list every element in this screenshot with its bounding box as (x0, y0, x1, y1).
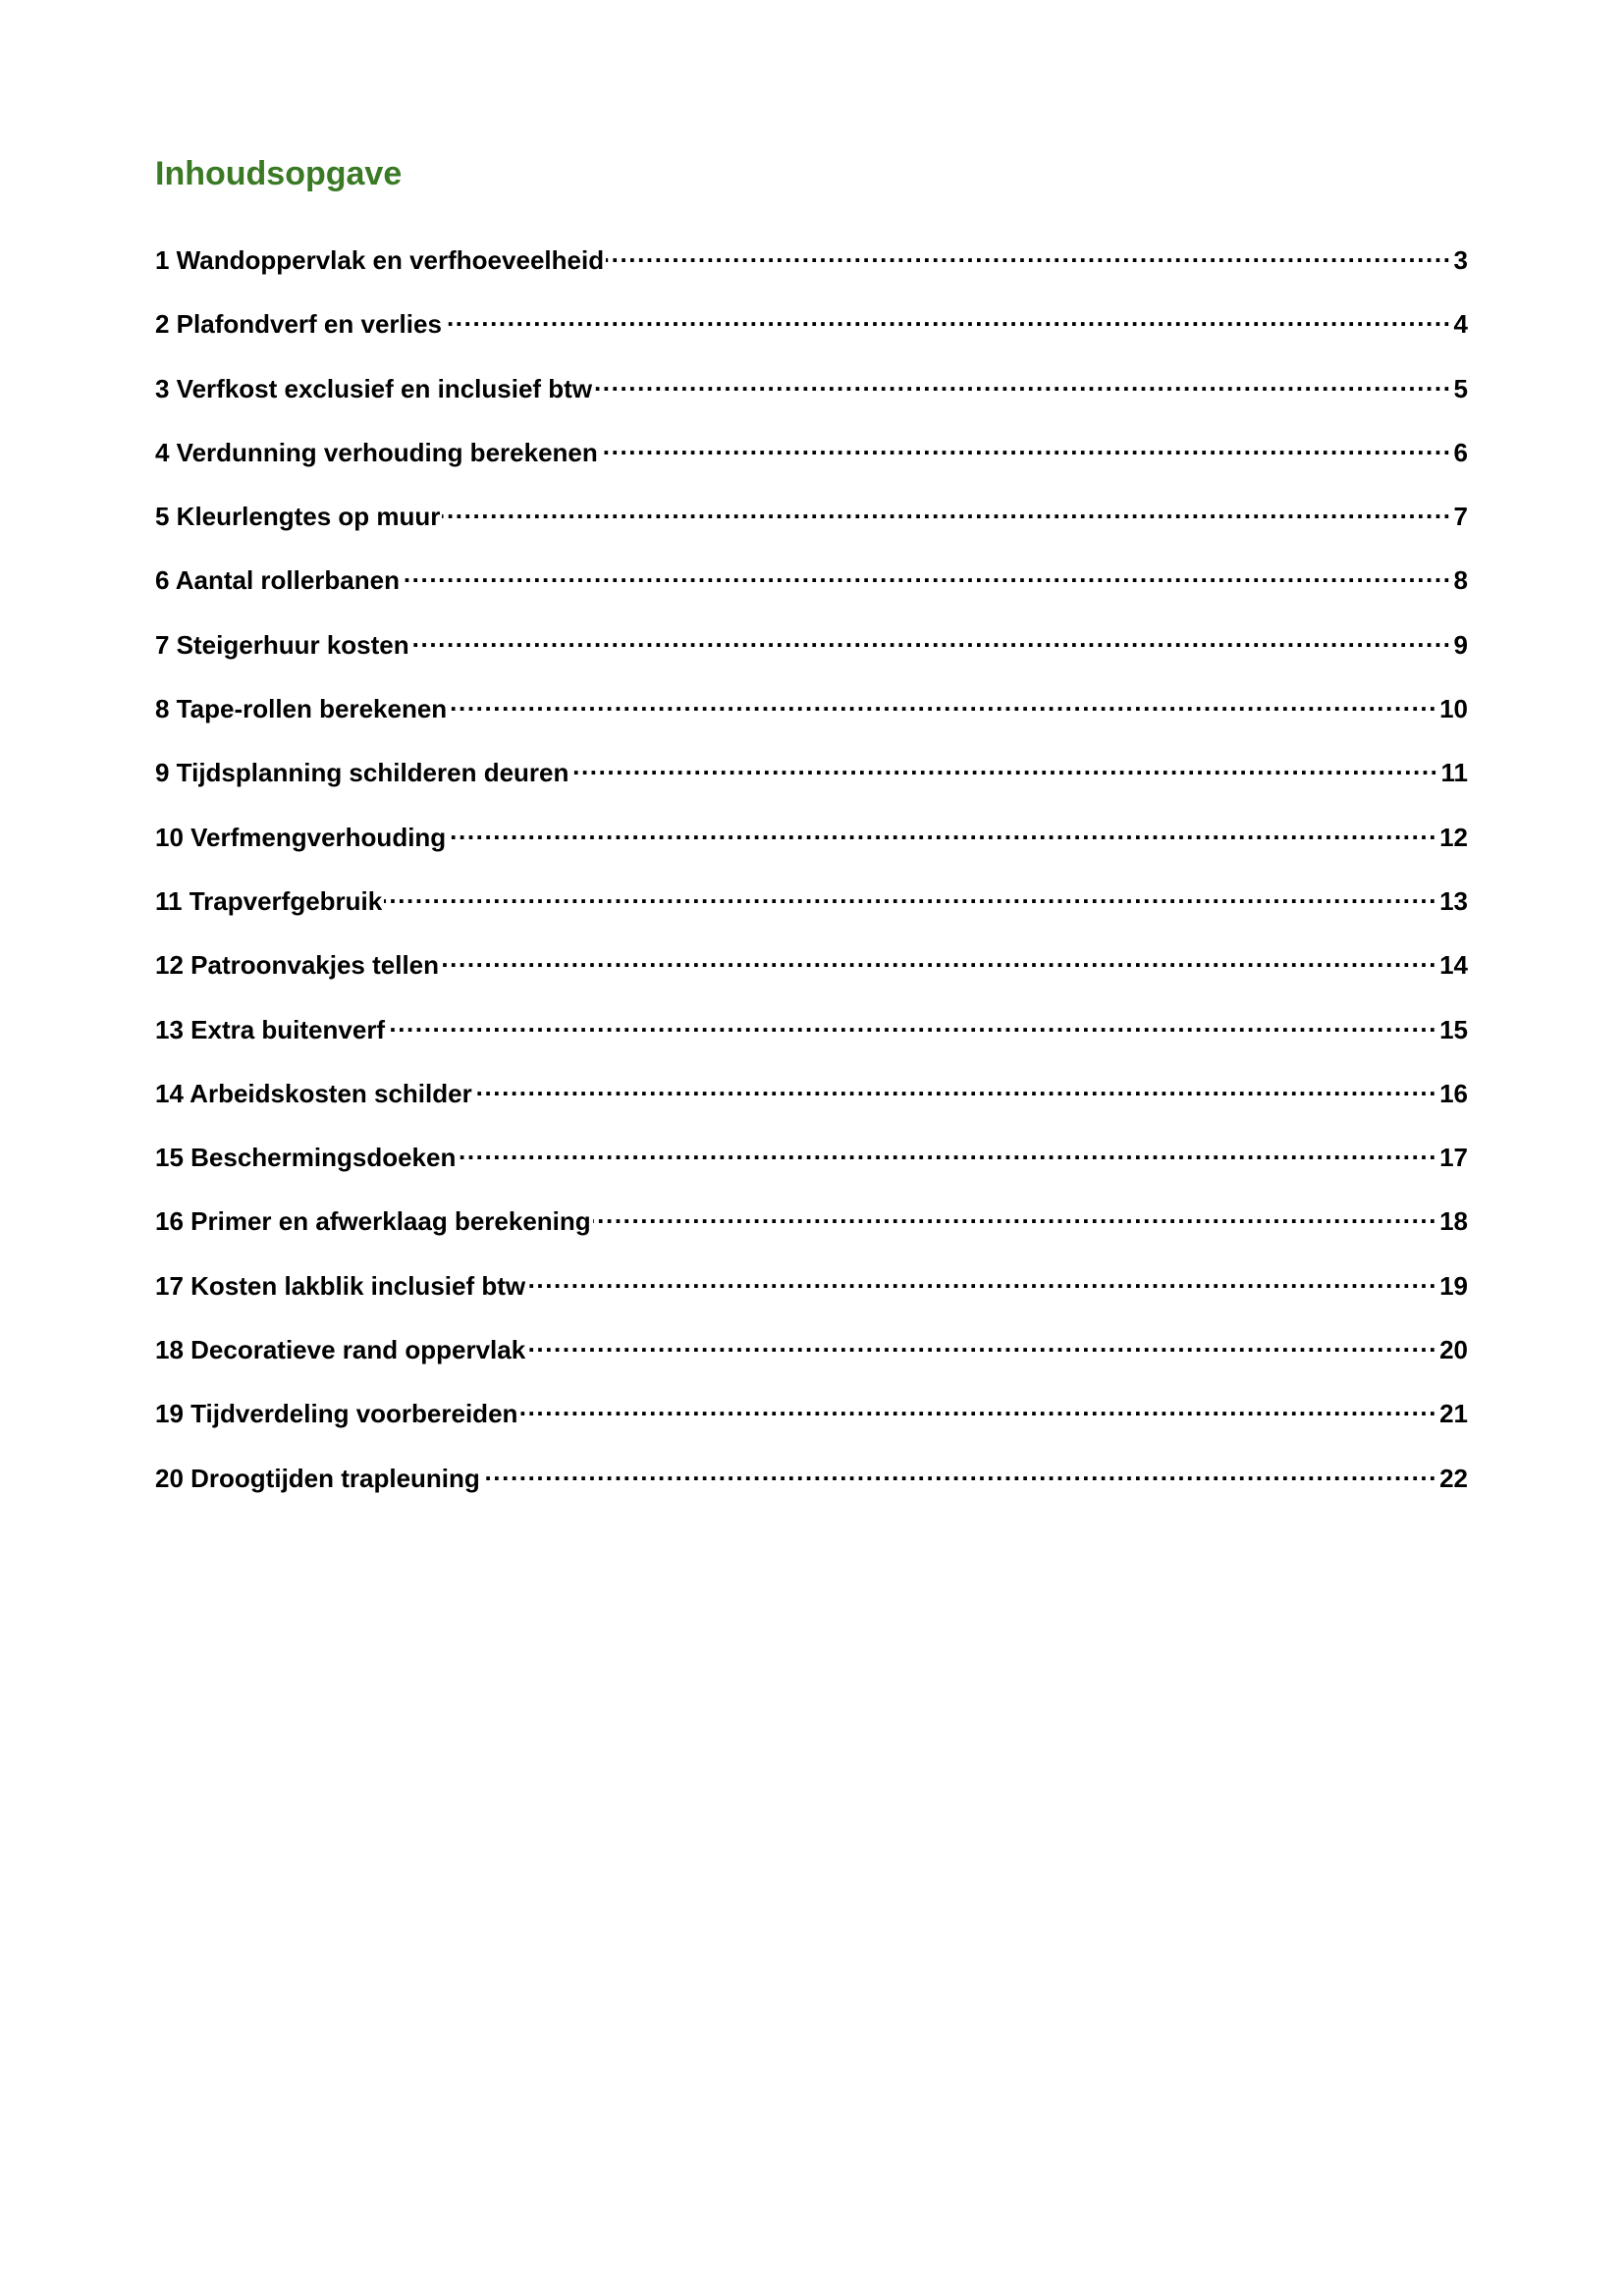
toc-entry-page[interactable]: 22 (1439, 1463, 1468, 1493)
toc-entry-label[interactable]: 10 Verfmengverhouding (155, 822, 447, 852)
table-of-contents (155, 238, 1468, 1520)
toc-entry-page[interactable]: 5 (1453, 373, 1468, 403)
toc-entry[interactable] (155, 366, 1468, 430)
toc-entry-label[interactable]: 19 Tijdverdeling voorbereiden (155, 1399, 518, 1429)
dot-leader (600, 430, 1452, 461)
dot-leader (387, 1007, 1437, 1039)
dot-leader (458, 1135, 1437, 1166)
toc-entry-page[interactable]: 18 (1439, 1206, 1468, 1237)
toc-entry[interactable] (155, 1391, 1468, 1455)
toc-entry[interactable] (155, 1135, 1468, 1199)
toc-entry-label[interactable]: 16 Primer en afwerklaag berekening (155, 1206, 591, 1237)
toc-entry[interactable] (155, 815, 1468, 879)
toc-entry[interactable] (155, 1007, 1468, 1071)
dot-leader (441, 942, 1437, 974)
toc-entry-label[interactable]: 17 Kosten lakblik inclusief btw (155, 1270, 526, 1301)
toc-entry-label[interactable]: 4 Verdunning verhouding berekenen (155, 437, 598, 467)
dot-leader (606, 238, 1451, 269)
dot-leader (593, 1199, 1437, 1230)
toc-entry-label[interactable]: 15 Beschermingsdoeken (155, 1143, 457, 1173)
dot-leader (474, 1071, 1437, 1102)
toc-entry-page[interactable]: 8 (1453, 565, 1468, 596)
toc-entry[interactable] (155, 238, 1468, 301)
toc-entry-page[interactable]: 17 (1439, 1143, 1468, 1173)
toc-entry-page[interactable]: 20 (1439, 1335, 1468, 1365)
toc-entry[interactable] (155, 1199, 1468, 1262)
toc-entry-page[interactable]: 9 (1453, 629, 1468, 660)
dot-leader (384, 879, 1437, 910)
toc-entry-page[interactable]: 13 (1439, 885, 1468, 916)
toc-entry-label[interactable]: 1 Wandoppervlak en verfhoeveelheid (155, 245, 605, 275)
toc-entry-page[interactable]: 6 (1453, 437, 1468, 467)
toc-entry[interactable] (155, 558, 1468, 621)
toc-entry-page[interactable]: 16 (1439, 1078, 1468, 1108)
dot-leader (444, 301, 1452, 333)
toc-entry-page[interactable]: 15 (1439, 1014, 1468, 1044)
toc-entry-label[interactable]: 20 Droogtijden trapleuning (155, 1463, 480, 1493)
toc-entry-label[interactable]: 8 Tape-rollen berekenen (155, 694, 448, 724)
dot-leader (411, 622, 1452, 654)
toc-entry-label[interactable]: 14 Arbeidskosten schilder (155, 1078, 472, 1108)
toc-entry-label[interactable]: 3 Verfkost exclusief en inclusief btw (155, 373, 593, 403)
toc-entry-page[interactable]: 4 (1453, 309, 1468, 340)
dot-leader (570, 750, 1438, 781)
toc-title: Inhoudsopgave (155, 155, 403, 192)
toc-entry[interactable] (155, 686, 1468, 750)
toc-entry-page[interactable]: 3 (1453, 245, 1468, 275)
toc-entry[interactable] (155, 494, 1468, 558)
toc-entry[interactable] (155, 1456, 1468, 1520)
dot-leader (448, 815, 1437, 846)
toc-entry-page[interactable]: 19 (1439, 1270, 1468, 1301)
toc-entry-page[interactable]: 11 (1440, 758, 1468, 788)
toc-entry[interactable] (155, 430, 1468, 494)
toc-entry-label[interactable]: 18 Decoratieve rand oppervlak (155, 1335, 526, 1365)
dot-leader (402, 558, 1452, 589)
toc-entry[interactable] (155, 622, 1468, 686)
toc-entry-label[interactable]: 13 Extra buitenverf (155, 1014, 386, 1044)
toc-entry[interactable] (155, 942, 1468, 1006)
dot-leader (594, 366, 1451, 398)
toc-entry-page[interactable]: 21 (1439, 1399, 1468, 1429)
toc-entry[interactable] (155, 879, 1468, 942)
dot-leader (527, 1327, 1437, 1359)
toc-entry[interactable] (155, 301, 1468, 365)
toc-entry-label[interactable]: 7 Steigerhuur kosten (155, 629, 409, 660)
toc-entry-page[interactable]: 10 (1439, 694, 1468, 724)
dot-leader (519, 1391, 1437, 1422)
toc-entry-page[interactable]: 14 (1439, 950, 1468, 981)
toc-entry-label[interactable]: 12 Patroonvakjes tellen (155, 950, 440, 981)
toc-entry-page[interactable]: 12 (1439, 822, 1468, 852)
dot-leader (449, 686, 1437, 718)
toc-entry-label[interactable]: 6 Aantal rollerbanen (155, 565, 400, 596)
toc-entry[interactable] (155, 1263, 1468, 1327)
toc-entry-label[interactable]: 2 Plafondverf en verlies (155, 309, 442, 340)
toc-entry-label[interactable]: 9 Tijdsplanning schilderen deuren (155, 758, 569, 788)
dot-leader (442, 494, 1451, 525)
toc-entry-label[interactable]: 11 Trapverfgebruik (155, 885, 383, 916)
toc-entry-page[interactable]: 7 (1453, 502, 1468, 532)
toc-entry[interactable] (155, 750, 1468, 814)
toc-entry-label[interactable]: 5 Kleurlengtes op muur (155, 502, 441, 532)
toc-entry[interactable] (155, 1071, 1468, 1135)
toc-entry[interactable] (155, 1327, 1468, 1391)
dot-leader (482, 1456, 1437, 1487)
dot-leader (527, 1263, 1437, 1295)
